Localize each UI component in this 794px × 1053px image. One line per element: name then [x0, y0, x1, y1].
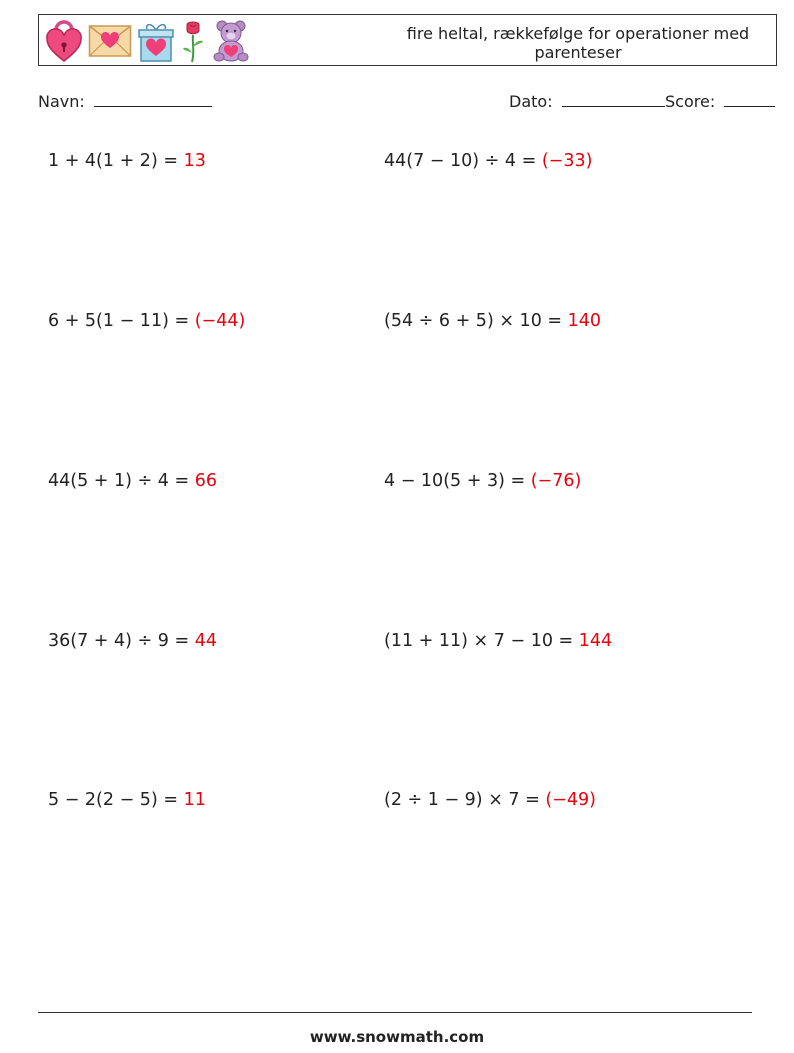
date-line[interactable]	[562, 92, 665, 107]
date-field[interactable]	[509, 92, 665, 111]
problem-8	[384, 631, 612, 651]
problem-1	[48, 151, 206, 171]
problem-expression: 4 − 10(5 + 3) =	[384, 471, 531, 491]
score-line[interactable]	[724, 92, 775, 107]
date-label: Dato:	[509, 92, 553, 111]
worksheet-title: fire heltal, rækkefølge for operationer med parenteser	[406, 24, 750, 62]
header-box	[38, 14, 777, 66]
problem-answer: 44	[194, 631, 217, 651]
problem-3	[48, 311, 245, 331]
problem-expression: 6 + 5(1 − 11) =	[48, 311, 195, 331]
score-label: Score:	[665, 92, 716, 111]
problem-answer: 140	[567, 311, 602, 331]
problem-2	[384, 151, 592, 171]
problem-answer: (−49)	[545, 790, 596, 810]
problem-expression: (11 + 11) × 7 − 10 =	[384, 631, 579, 651]
problem-10	[384, 790, 596, 810]
problem-7	[48, 631, 217, 651]
problem-expression: 5 − 2(2 − 5) =	[48, 790, 184, 810]
problem-expression: 44(7 − 10) ÷ 4 =	[384, 151, 542, 171]
name-label: Navn:	[38, 92, 85, 111]
score-field[interactable]	[665, 92, 775, 111]
problem-answer: 144	[578, 631, 613, 651]
problem-answer: (−33)	[541, 151, 593, 171]
problem-5	[48, 471, 217, 491]
problem-answer: (−76)	[530, 471, 582, 491]
problem-expression: (2 ÷ 1 − 9) × 7 =	[384, 790, 546, 810]
teddy-bear-icon	[211, 19, 251, 63]
heart-lock-icon	[45, 19, 83, 63]
problem-expression: (54 ÷ 6 + 5) × 10 =	[384, 311, 568, 331]
problem-4	[384, 311, 601, 331]
name-line[interactable]	[94, 92, 212, 107]
problem-9	[48, 790, 206, 810]
footer-divider	[38, 1012, 752, 1013]
heart-gift-icon	[137, 19, 175, 63]
love-letter-icon	[88, 24, 132, 58]
problem-answer: 66	[194, 471, 217, 491]
footer-url[interactable]: www.snowmath.com	[309, 1028, 485, 1046]
problem-answer: (−44)	[194, 311, 246, 331]
problem-expression: 36(7 + 4) ÷ 9 =	[48, 631, 195, 651]
rose-icon	[180, 19, 206, 63]
problem-expression: 1 + 4(1 + 2) =	[48, 151, 184, 171]
problem-answer: 11	[183, 790, 206, 810]
problem-6	[384, 471, 581, 491]
problem-expression: 44(5 + 1) ÷ 4 =	[48, 471, 195, 491]
header-icons	[45, 19, 251, 63]
name-field[interactable]	[38, 92, 212, 111]
problem-answer: 13	[183, 151, 206, 171]
